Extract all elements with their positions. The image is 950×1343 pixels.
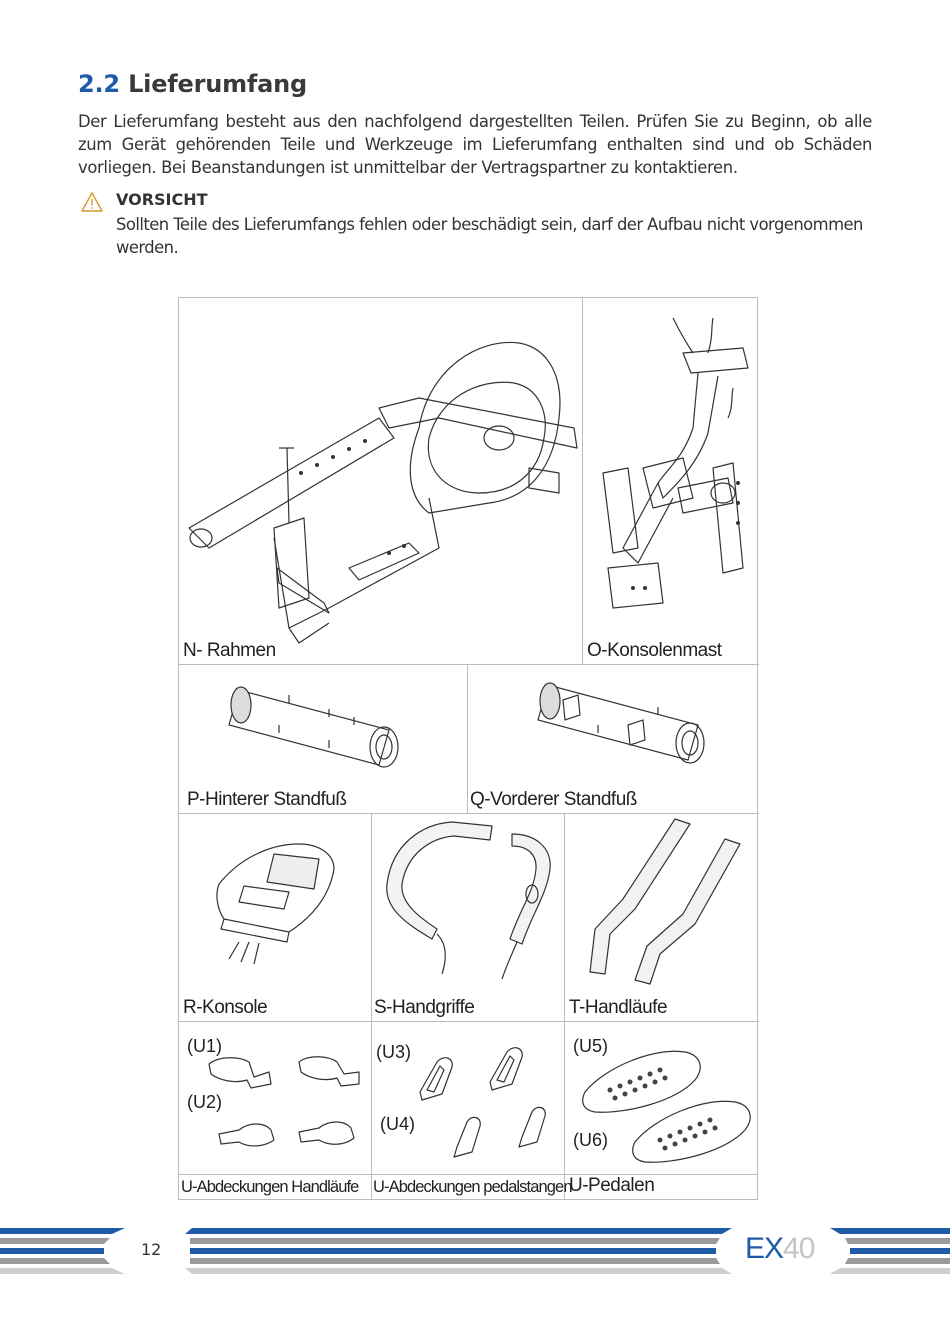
sub-label-u1: (U1) <box>187 1036 222 1056</box>
label-r: R-Konsole <box>183 997 268 1018</box>
label-s: S-Handgriffe <box>374 997 475 1018</box>
label-u-covers-handrails: U-Abdeckungen Handläufe <box>181 1178 359 1196</box>
model-number: 40 <box>783 1232 815 1265</box>
model-name <box>745 1232 814 1266</box>
sub-label-u2: (U2) <box>187 1092 222 1112</box>
parts-grid <box>178 297 758 1200</box>
part-t-handrails <box>565 814 759 1022</box>
grid-divider <box>179 1174 757 1175</box>
label-n: N- Rahmen <box>183 640 276 661</box>
warning-triangle-icon <box>81 192 103 212</box>
sub-label-u4: (U4) <box>380 1114 415 1134</box>
frame-illustration <box>179 298 583 665</box>
sub-label-u6: (U6) <box>573 1130 608 1150</box>
part-p-rear-foot <box>179 665 468 814</box>
console-illustration <box>179 814 372 1022</box>
handles-illustration <box>372 814 565 1022</box>
pedal-bar-covers-illustration <box>372 1022 565 1199</box>
part-u-covers-pedal-bars <box>372 1022 572 1199</box>
console-mast-illustration <box>583 298 759 665</box>
sub-label-u3: (U3) <box>376 1042 411 1062</box>
part-s-handles <box>372 814 565 1022</box>
part-n-frame <box>179 298 583 665</box>
warning-text: Sollten Teile des Lieferumfangs fehlen oder beschädigt sein, darf der Aufbau nicht vorgenommen werden. <box>116 215 863 257</box>
part-u-pedals <box>565 1022 759 1199</box>
section-number: 2.2 <box>78 70 120 98</box>
sub-label-u5: (U5) <box>573 1036 608 1056</box>
label-o: O-Konsolenmast <box>587 640 722 661</box>
model-prefix: EX <box>745 1232 784 1265</box>
label-t: T-Handläufe <box>569 997 668 1018</box>
part-r-console <box>179 814 372 1022</box>
handrail-covers-illustration <box>179 1022 372 1199</box>
label-u-pedals: U-Pedalen <box>569 1175 655 1196</box>
label-p: P-Hinterer Standfuß <box>187 789 347 810</box>
intro-paragraph: Der Lieferumfang besteht aus den nachfolgend dargestellten Teilen. Prüfen Sie zu Beginn, ob alle zum Gerät gehörenden Teile und Werkzeuge im Lieferumfang enthalten sind und ob Schäden vorliegen. Bei Beanstandungen ist unmittelbar der Vertragspartner zu kontaktieren. <box>78 112 872 177</box>
page-number: 12 <box>141 1240 162 1259</box>
warning-title: VORSICHT <box>116 190 208 209</box>
part-u-covers-handrails <box>179 1022 372 1199</box>
handrails-illustration <box>565 814 759 1022</box>
part-o-console-mast <box>583 298 759 665</box>
section-heading <box>78 70 307 98</box>
section-title: Lieferumfang <box>128 70 308 98</box>
part-q-front-foot <box>468 665 759 814</box>
label-u-covers-pedal-bars: U-Abdeckungen pedalstangen <box>373 1178 572 1196</box>
label-q: Q-Vorderer Standfuß <box>470 789 637 810</box>
pedals-illustration <box>565 1022 759 1199</box>
